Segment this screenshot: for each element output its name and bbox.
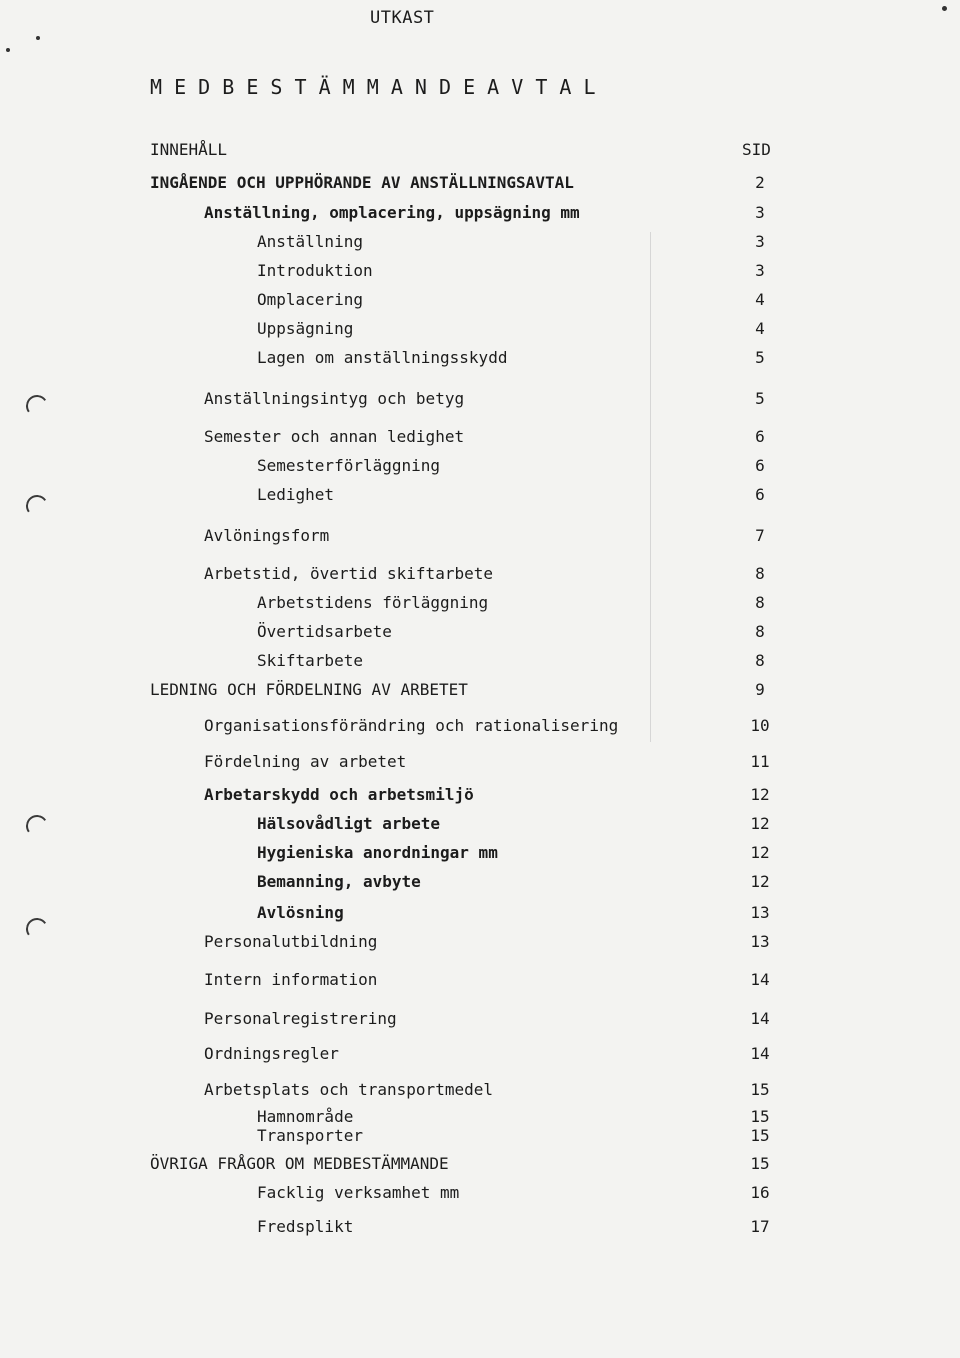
toc-entry-page: 12 (750, 872, 770, 891)
toc-entry (0, 261, 960, 283)
toc-entry-page: 11 (750, 752, 770, 771)
toc-entry-page: 8 (755, 622, 765, 641)
toc-entry-page: 3 (755, 203, 765, 222)
toc-entry-title: Anställningsintyg och betyg (204, 389, 465, 408)
toc-entry-page: 13 (750, 903, 770, 922)
speck-mark (942, 6, 947, 11)
toc-entry-title: Lagen om anställningsskydd (257, 348, 508, 367)
toc-entry (0, 651, 960, 673)
toc-entry (0, 1044, 960, 1066)
toc-entry-title: Introduktion (257, 261, 373, 280)
toc-entry (0, 752, 960, 774)
agreement-title: M E D B E S T Ä M M A N D E A V T A L (150, 75, 596, 99)
toc-entry-page: 16 (750, 1183, 770, 1202)
toc-entry-page: 6 (755, 485, 765, 504)
toc-entry-title: Fredsplikt (257, 1217, 354, 1236)
toc-entry-title: Ledighet (257, 485, 335, 504)
toc-entry (0, 173, 960, 195)
toc-entry-page: 14 (750, 970, 770, 989)
speck-mark (6, 48, 10, 52)
toc-entry-title: Personalregistrering (204, 1009, 397, 1028)
toc-entry (0, 622, 960, 644)
toc-entry (0, 872, 960, 894)
toc-entry-title: Transporter (257, 1126, 363, 1145)
toc-entry (0, 814, 960, 836)
toc-entry-page: 15 (750, 1080, 770, 1099)
page-column-heading: SID (742, 140, 771, 159)
toc-entry-title: Uppsägning (257, 319, 354, 338)
toc-entry-page: 6 (755, 427, 765, 446)
toc-entry (0, 456, 960, 478)
toc-entry-title: Avlöningsform (204, 526, 330, 545)
toc-entry-title: Bemanning, avbyte (257, 872, 421, 891)
toc-entry (0, 319, 960, 341)
toc-entry-page: 14 (750, 1009, 770, 1028)
toc-entry-page: 8 (755, 593, 765, 612)
toc-entry-page: 12 (750, 843, 770, 862)
toc-entry (0, 970, 960, 992)
toc-entry-title: Arbetsplats och transportmedel (204, 1080, 493, 1099)
toc-entry-page: 7 (755, 526, 765, 545)
toc-entry-title: Facklig verksamhet mm (257, 1183, 460, 1202)
toc-entry-title: Ordningsregler (204, 1044, 339, 1063)
toc-entry (0, 232, 960, 254)
toc-entry-page: 15 (750, 1154, 770, 1173)
toc-entry (0, 1009, 960, 1031)
speck-mark (36, 36, 40, 40)
toc-entry-title: Semester och annan ledighet (204, 427, 465, 446)
contents-heading: INNEHÅLL (150, 140, 228, 159)
toc-entry-page: 14 (750, 1044, 770, 1063)
toc-entry (0, 932, 960, 954)
toc-entry-page: 3 (755, 261, 765, 280)
toc-entry-title: Personalutbildning (204, 932, 378, 951)
toc-entry-page: 2 (755, 173, 765, 192)
toc-entry (0, 716, 960, 738)
toc-entry (0, 485, 960, 507)
toc-entry-page: 13 (750, 932, 770, 951)
toc-entry-page: 9 (755, 680, 765, 699)
toc-entry-title: Semesterförläggning (257, 456, 441, 475)
toc-entry-page: 8 (755, 564, 765, 583)
toc-entry-page: 3 (755, 232, 765, 251)
toc-entry-title: Arbetarskydd och arbetsmiljö (204, 785, 474, 804)
toc-entry (0, 1126, 960, 1148)
toc-entry (0, 526, 960, 548)
toc-entry (0, 843, 960, 865)
toc-entry-title: Arbetstidens förläggning (257, 593, 489, 612)
toc-entry-page: 10 (750, 716, 770, 735)
toc-entry (0, 593, 960, 615)
toc-entry-title: Avlösning (257, 903, 344, 922)
toc-entry-title: Arbetstid, övertid skiftarbete (204, 564, 493, 583)
toc-entry-title: Anställning (257, 232, 363, 251)
toc-entry-page: 12 (750, 814, 770, 833)
toc-entry-title: Hamnområde (257, 1107, 354, 1126)
toc-entry (0, 564, 960, 586)
toc-entry-page: 12 (750, 785, 770, 804)
toc-entry-title: Övertidsarbete (257, 622, 392, 641)
toc-entry (0, 1183, 960, 1205)
toc-entry (0, 1080, 960, 1102)
toc-entry-page: 15 (750, 1107, 770, 1126)
toc-entry-title: Skiftarbete (257, 651, 363, 670)
toc-entry (0, 290, 960, 312)
toc-entry (0, 348, 960, 370)
toc-entry-page: 17 (750, 1217, 770, 1236)
toc-entry (0, 680, 960, 702)
toc-entry-title: Organisationsförändring och rationalisering (204, 716, 619, 735)
toc-entry-page: 5 (755, 348, 765, 367)
toc-entry-title: Fördelning av arbetet (204, 752, 407, 771)
toc-entry-title: INGÅENDE OCH UPPHÖRANDE AV ANSTÄLLNINGSAVTAL (150, 173, 574, 192)
toc-entry-title: Omplacering (257, 290, 363, 309)
toc-entry-title: Anställning, omplacering, uppsägning mm (204, 203, 580, 222)
toc-entry (0, 1154, 960, 1176)
toc-entry (0, 785, 960, 807)
toc-entry-title: LEDNING OCH FÖRDELNING AV ARBETET (150, 680, 468, 699)
toc-entry-page: 4 (755, 290, 765, 309)
toc-entry-page: 15 (750, 1126, 770, 1145)
toc-entry-title: Hygieniska anordningar mm (257, 843, 498, 862)
toc-entry (0, 427, 960, 449)
toc-entry-title: Hälsovådligt arbete (257, 814, 441, 833)
toc-entry (0, 203, 960, 225)
draft-label: UTKAST (370, 8, 435, 28)
toc-entry-page: 4 (755, 319, 765, 338)
toc-entry-page: 5 (755, 389, 765, 408)
toc-entry-title: ÖVRIGA FRÅGOR OM MEDBESTÄMMANDE (150, 1154, 449, 1173)
toc-entry (0, 903, 960, 925)
toc-entry (0, 1217, 960, 1239)
toc-entry-page: 6 (755, 456, 765, 475)
toc-entry-page: 8 (755, 651, 765, 670)
toc-entry (0, 389, 960, 411)
toc-entry-title: Intern information (204, 970, 378, 989)
